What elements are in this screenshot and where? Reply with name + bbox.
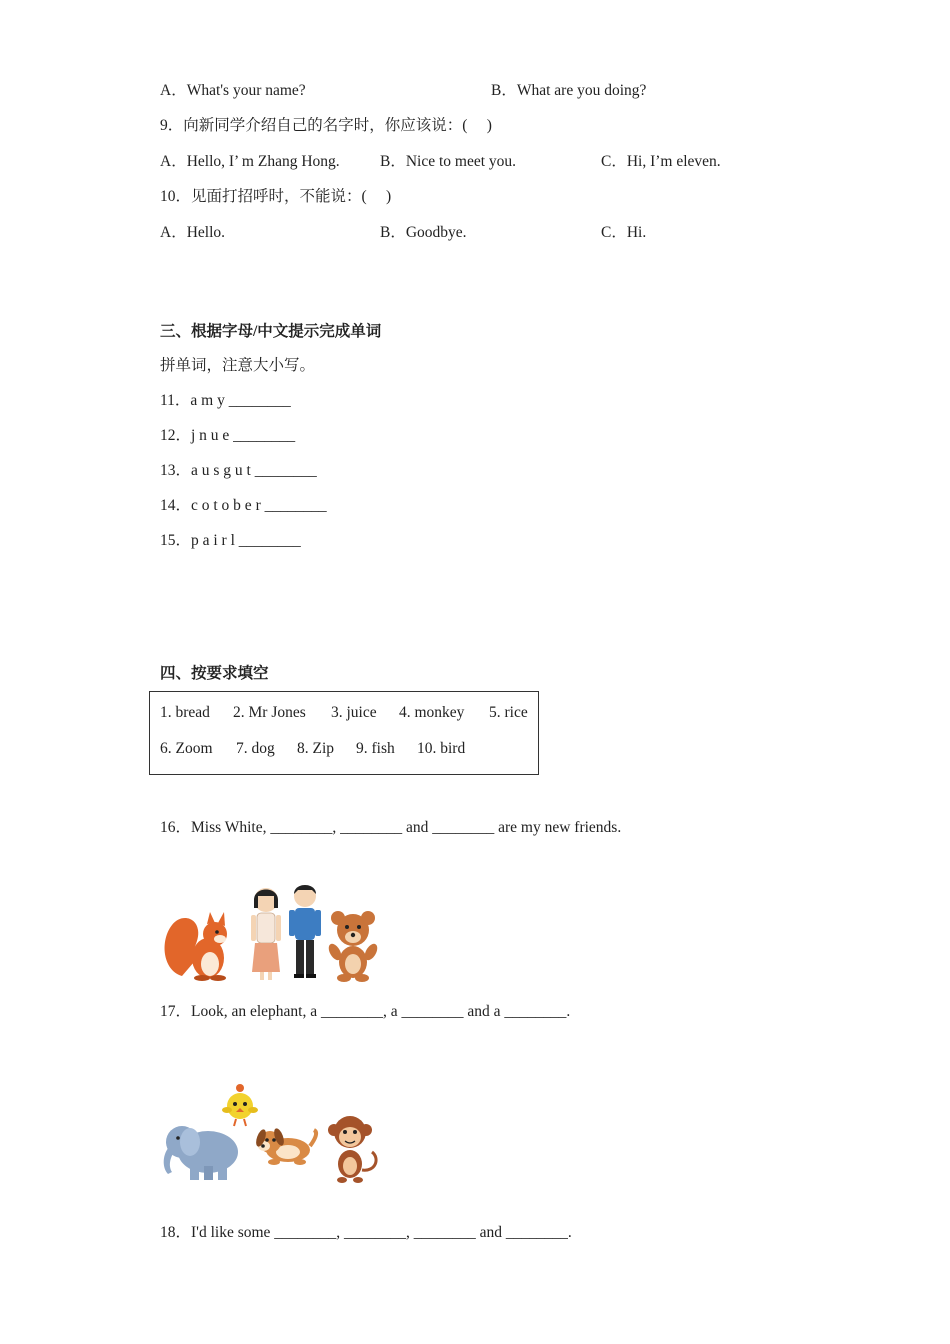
q8-option-a: A．What's your name? [160, 82, 306, 99]
q13: 13．a u s g u t ________ [160, 462, 317, 479]
q16: 16．Miss White, ________, ________ and ________ are my new friends. [160, 819, 622, 836]
q9-option-b: B．Nice to meet you. [380, 153, 517, 170]
word-bank-item: 7. dog [236, 740, 275, 757]
q14: 14．c o t o b e r ________ [160, 497, 327, 514]
word-bank-item: 6. Zoom [160, 740, 213, 757]
q16-picture-group [160, 880, 385, 985]
bird-illustration [222, 1084, 258, 1126]
q15: 15．p a i r l ________ [160, 532, 301, 549]
monkey-illustration [328, 1116, 376, 1183]
q10-option-c: C．Hi. [601, 224, 647, 241]
q9-stem: 9．向新同学介绍自己的名字时，你应该说：( ) [160, 117, 492, 134]
section3-instruction: 拼单词，注意大小写。 [160, 357, 316, 374]
word-bank-item: 1. bread [160, 704, 210, 721]
word-bank-item: 9. fish [356, 740, 395, 757]
q9-option-a: A．Hello, I’ m Zhang Hong. [160, 153, 340, 170]
word-bank-item: 4. monkey [399, 704, 465, 721]
q17: 17．Look, an elephant, a ________, a ________ and a ________. [160, 1003, 571, 1020]
dog-illustration [254, 1127, 316, 1165]
woman-illustration [251, 888, 281, 980]
elephant-illustration [164, 1126, 238, 1180]
word-bank-item: 2. Mr Jones [233, 704, 306, 721]
q18: 18．I'd like some ________, ________, ________ and ________. [160, 1224, 572, 1241]
q10-option-a: A．Hello. [160, 224, 226, 241]
squirrel-illustration [165, 912, 227, 981]
word-bank-item: 10. bird [417, 740, 466, 757]
q17-picture-group [160, 1080, 385, 1185]
word-bank-item: 8. Zip [297, 740, 335, 757]
word-bank-item: 5. rice [489, 704, 528, 721]
man-illustration [289, 885, 321, 978]
word-bank-box [149, 691, 539, 775]
q11: 11．a m y ________ [160, 392, 291, 409]
q9-option-c: C．Hi, I’m eleven. [601, 153, 721, 170]
q10-option-b: B．Goodbye. [380, 224, 467, 241]
q10-stem: 10．见面打招呼时，不能说：( ) [160, 188, 392, 205]
section3-title: 三、根据字母/中文提示完成单词 [160, 323, 382, 340]
word-bank-item: 3. juice [331, 704, 377, 721]
q12: 12．j n u e ________ [160, 427, 296, 444]
bear-illustration [326, 911, 380, 982]
section4-title: 四、按要求填空 [160, 665, 269, 682]
q8-option-b: B．What are you doing? [491, 82, 647, 99]
